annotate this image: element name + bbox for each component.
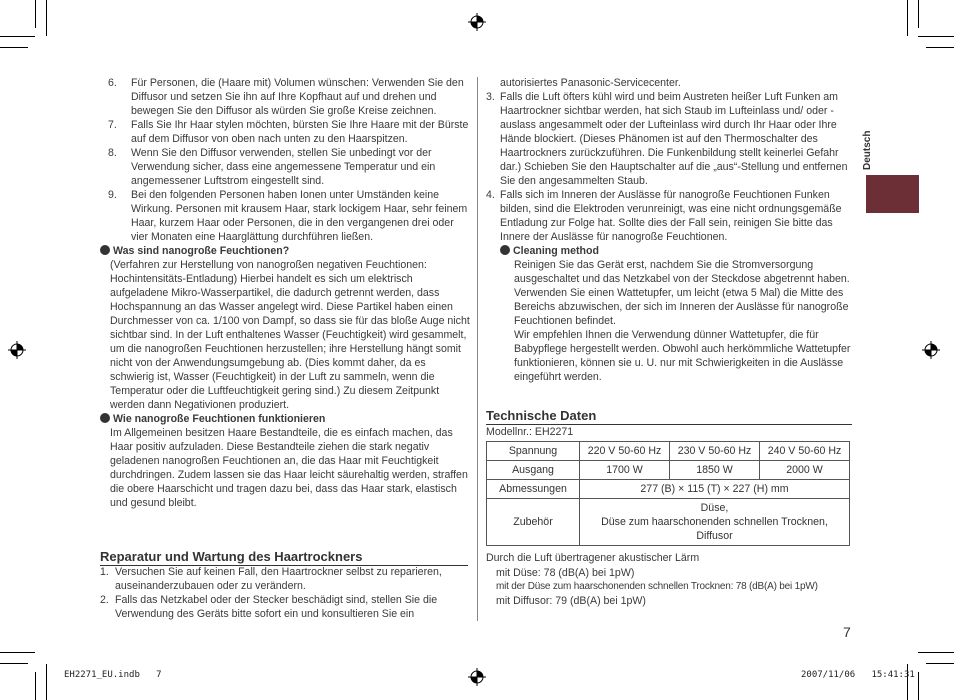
list-text: Falls die Luft öfters kühl wird und beim Austreten heißer Luft Funken am Haartrockner sichtbar werden, hat sich Staub im Lufteinlass und/ oder -auslass angesammelt oder der Lufteinlass wird durch Ihr Haar oder Ihre Hände blockiert. (Dieses Phänomen ist auf den Thermoschalter des Haartrockners zurückzuführen. Die Funkenbildung stellt keinerlei Gefahr dar.) Schieben Sie den Hauptschalter auf die „aus“-Stellung und entfernen Sie den angesammelten Staub.	[500, 91, 848, 187]
table-cell: 1850 W	[670, 461, 760, 480]
crop-mark	[35, 0, 36, 28]
right-column	[486, 76, 852, 384]
table-cell: 1700 W	[580, 461, 670, 480]
noise-intro: Durch die Luft übertragener akustischer Lärm	[486, 552, 700, 564]
bullet-icon	[500, 245, 510, 255]
nano-text: (Verfahren zur Herstellung von nanogroßen negativen Feuchtionen: Hochintensitäts-Entladung) Hierbei handelt es sich um elektrisch aufgeladene Mikro-Wasserpartikel, die dadurch getrennt werden, dass Hochspannung an das Wasser angelegt wird. Diese Partikel haben einen Durchmesser von ca. 1/100 von Dampf, so dass sie für das bloße Auge nicht sichtbar sind. In der Luft enthaltenes Wasser (Feuchtigkeit) wird gesammelt, um die nanogroßen Feuchtionen herzustellen; ihre Herstellung hängt somit nicht von der Anwendungsumgebung ab. (Dies kommt daher, da es schwierig ist, Wasser (Feuchtigkeit) in der Luft zu sammeln, wenn die Temperatur oder die Luftfeuchtigkeit gering sind.) Zu diesem Zeitpunkt werden dann Negativionen produziert.	[110, 259, 470, 411]
list-text: Für Personen, die (Haare mit) Volumen wünschen: Verwenden Sie den Diffusor und setzen Sie ihn auf Ihre Kopfhaut auf und drehen und bewegen Sie den Diffusor als würden Sie große Kreise zeichnen.	[131, 77, 464, 117]
list-item	[486, 188, 852, 244]
table-cell: 277 (B) × 115 (T) × 227 (H) mm	[580, 480, 850, 499]
table-cell: 240 V 50-60 Hz	[760, 442, 850, 461]
table-row	[487, 499, 850, 546]
nano-heading: Was sind nanogroße Feuchtionen?	[113, 245, 290, 257]
accessory-line: Düse zum haarschonenden schnellen Trocknen,	[601, 516, 828, 528]
table-row	[487, 442, 850, 461]
crop-mark	[926, 663, 954, 664]
list-item	[108, 76, 470, 118]
func-text: Im Allgemeinen besitzen Haare Bestandteile, die es einfach machen, das Haar positiv aufzuladen. Diese Bestandteile ziehen die stark negativ geladenen nanogroßen Feuchtionen an, die das Haar mit Feuchtigkeit durchdringen. Zudem lassen sie das Haar leicht säurehaltig werden, straffen die obere Haarschicht und tragen dazu bei, dass das Haar stark, elastisch und gesund bleibt.	[110, 427, 468, 509]
cleaning-paragraph: Reinigen Sie das Gerät erst, nachdem Sie die Stromversorgung ausgeschaltet und das Netzkabel von der Steckdose abgetrennt haben.	[514, 259, 850, 285]
noise-line: mit Diffusor: 79 (dB(A) bei 1pW)	[496, 595, 646, 607]
list-number: 4.	[486, 189, 495, 201]
registration-mark-icon	[8, 341, 26, 359]
continued-text: autorisiertes Panasonic-Servicecenter.	[500, 77, 681, 89]
list-text: Falls das Netzkabel oder der Stecker beschädigt sind, stellen Sie die Verwendung des Geräts bitte sofort ein und konsultieren Sie ein	[115, 594, 438, 620]
repair-list	[100, 565, 470, 621]
table-header-cell: Zubehör	[487, 499, 580, 546]
func-heading: Wie nanogroße Feuchtionen funktionieren	[113, 413, 326, 425]
table-cell: 220 V 50-60 Hz	[580, 442, 670, 461]
table-cell	[580, 499, 850, 546]
crop-mark	[918, 652, 954, 653]
list-number: 2.	[100, 594, 109, 606]
footer-file: EH2271_EU.indb 7	[64, 670, 162, 680]
column-divider	[477, 77, 478, 621]
registration-mark-icon	[468, 668, 486, 686]
table-row	[487, 480, 850, 499]
list-text: Wenn Sie den Diffusor verwenden, stellen Sie unbedingt vor der Verwendung sicher, dass eine angemessene Temperatur und ein angemessener Luftstrom eingestellt sind.	[131, 147, 436, 187]
list-number: 3.	[486, 91, 495, 103]
page-number: 7	[843, 624, 851, 640]
registration-mark-icon	[468, 13, 486, 31]
list-text: Falls sich im Inneren der Auslässe für nanogroße Feuchtionen Funken bilden, sind die Elektroden verunreinigt, was eine nicht ordnungsgemäße Entladung zur Folge hat. Sollte dies der Fall sein, reinigen Sie bitte das Innere der Auslässe für nanogroße Feuchtionen.	[500, 189, 842, 243]
list-number: 7.	[108, 119, 117, 131]
bullet-icon	[100, 413, 110, 423]
noise-line: mit Düse: 78 (dB(A) bei 1pW)	[496, 567, 635, 579]
accessory-line: Düse,	[700, 502, 729, 514]
cleaning-paragraph: Wir empfehlen Ihnen die Verwendung dünner Wattetupfer, die für Babypflege hergestellt werden. Obwohl auch herkömmliche Wattetupfer funktionieren, können sie u. U. nur mit Schwierigkeiten in die Auslässe eingeführt werden.	[514, 329, 851, 383]
crop-mark	[918, 0, 919, 28]
list-item	[108, 118, 470, 146]
cleaning-section	[486, 244, 852, 384]
section-func	[100, 412, 470, 510]
list-text: Falls Sie Ihr Haar stylen möchten, bürsten Sie Ihre Haare mit der Bürste auf dem Diffusor von oben nach unten zu den Haarspitzen.	[131, 119, 469, 145]
crop-mark	[926, 47, 954, 48]
cleaning-heading: Cleaning method	[513, 245, 599, 257]
crop-mark	[0, 652, 35, 653]
crop-mark	[918, 36, 954, 37]
table-row	[487, 461, 850, 480]
list-number: 9.	[108, 189, 117, 201]
list-number: 6.	[108, 77, 117, 89]
table-cell: 230 V 50-60 Hz	[670, 442, 760, 461]
section-nano	[100, 244, 470, 412]
list-text: Versuchen Sie auf keinen Fall, den Haartrockner selbst zu reparieren, auseinanderzubauen oder zu verändern.	[115, 566, 442, 592]
list-item	[108, 188, 470, 244]
spec-table	[486, 441, 850, 546]
list-item	[486, 90, 852, 188]
cleaning-paragraph: Verwenden Sie einen Wattetupfer, um leicht (etwa 5 Mal) die Mitte des Bereichs abzuwischen, der sich im Inneren der Auslässe für nanogroße Feuchtionen befindet.	[514, 287, 849, 327]
crop-mark	[46, 664, 47, 700]
list-item	[100, 593, 470, 621]
noise-block	[486, 551, 856, 608]
repair-heading: Reparatur und Wartung des Haartrockners	[100, 549, 468, 566]
crop-mark	[907, 0, 908, 36]
list-item	[100, 565, 470, 593]
crop-mark	[918, 672, 919, 700]
left-column	[100, 76, 470, 510]
crop-mark	[35, 672, 36, 700]
crop-mark	[46, 0, 47, 36]
list-number: 8.	[108, 147, 117, 159]
list-item	[108, 146, 470, 188]
registration-mark-icon	[922, 341, 940, 359]
table-header-cell: Spannung	[487, 442, 580, 461]
crop-mark	[0, 47, 28, 48]
crop-mark	[0, 36, 35, 37]
tech-heading: Technische Daten	[486, 408, 852, 425]
table-header-cell: Abmessungen	[487, 480, 580, 499]
model-number: Modellnr.: EH2271	[486, 426, 574, 438]
bullet-icon	[100, 245, 110, 255]
list-number: 1.	[100, 566, 109, 578]
language-label: Deutsch	[862, 130, 873, 170]
accessory-line: Diffusor	[696, 530, 733, 542]
footer-date: 2007/11/06 15:41:31	[801, 670, 915, 680]
list-text: Bei den folgenden Personen haben Ionen unter Umständen keine Wirkung. Personen mit krausem Haar, stark lockigem Haar, sehr feinem Haar, kurzem Haar oder Personen, die in den vergangenen drei oder vier Monaten eine Haarglättung durchführen ließen.	[131, 189, 468, 243]
table-cell: 2000 W	[760, 461, 850, 480]
crop-mark	[0, 663, 28, 664]
table-header-cell: Ausgang	[487, 461, 580, 480]
language-tab	[866, 175, 919, 213]
noise-line: mit der Düse zum haarschonenden schnellen Trocknen: 78 (dB(A) bei 1pW)	[496, 581, 818, 592]
